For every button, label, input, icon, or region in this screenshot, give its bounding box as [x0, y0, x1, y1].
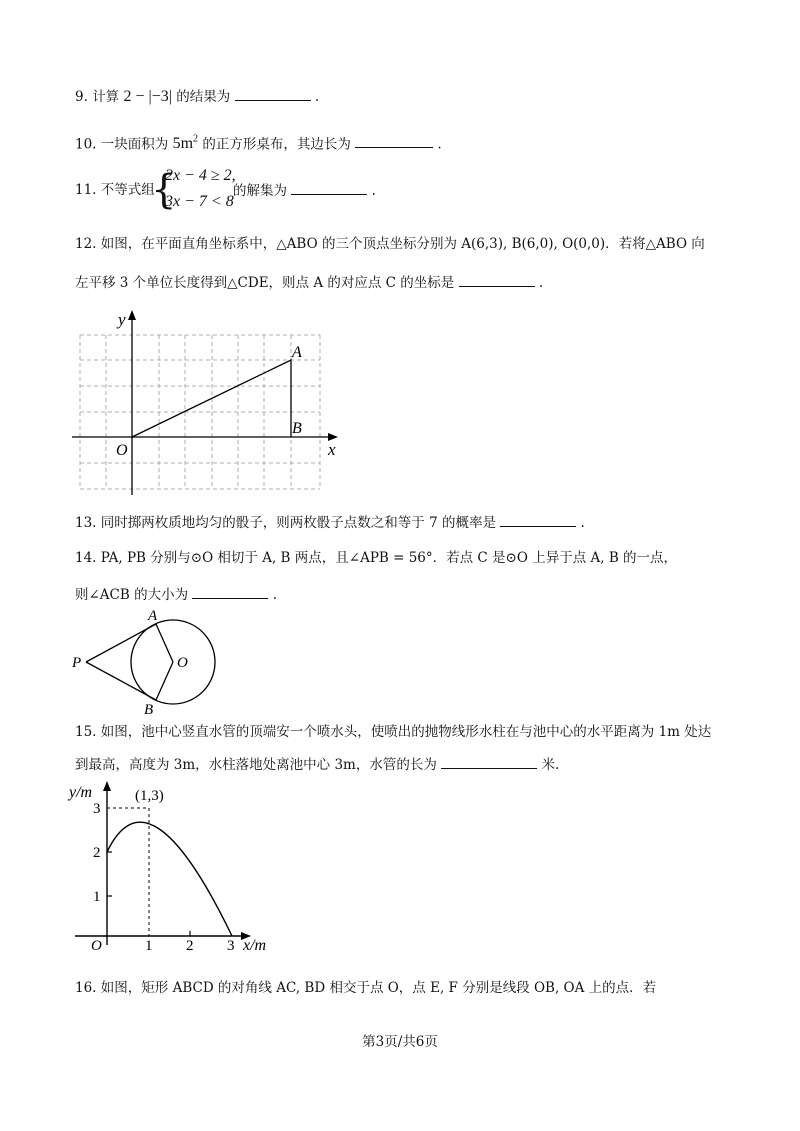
- fig15-ytick-2: 2: [93, 845, 101, 861]
- fig12-y-label: y: [118, 310, 126, 329]
- question-11: [75, 180, 155, 200]
- q13-number: 13.: [75, 515, 97, 531]
- q10-prefix: 一块面积为: [100, 136, 169, 153]
- q10-number: 10.: [75, 136, 97, 153]
- fig15-xtick-3: 3: [227, 938, 235, 954]
- fig12-point-a-label: A: [292, 344, 302, 361]
- fig15-peak-label: (1,3): [135, 788, 164, 804]
- fig14-point-b-label: B: [144, 702, 154, 718]
- q15-number: 15.: [75, 724, 97, 740]
- question-9: 9. 计算 2 − |−3| 的结果为 .: [75, 88, 320, 105]
- q14-line-1: PA, PB 分别与⊙O 相切于 A, B 两点，且∠APB = 56°．若点 C 是⊙O 上异于点 A, B 的一点，: [100, 550, 678, 566]
- q15-answer-blank[interactable]: [441, 754, 537, 769]
- q13-answer-blank[interactable]: [500, 512, 576, 527]
- fig15-xtick-2: 2: [186, 938, 194, 954]
- fig15-parabola-curve: [107, 822, 232, 936]
- fig15-y-label: y/m: [69, 784, 93, 801]
- q11-number: 11.: [75, 182, 97, 198]
- q16-number: 16.: [75, 980, 97, 996]
- q9-expression: 2 − |−3|: [123, 88, 172, 105]
- q15-line-1: 如图，池中心竖直水管的顶端安一个喷水头，使喷出的抛物线形水柱在与池中心的水平距离为 1m 处达: [100, 724, 712, 740]
- q11-suffix: 的解集为: [233, 183, 287, 199]
- q9-prefix: 计算: [92, 89, 120, 105]
- fig14-point-p-label: P: [72, 655, 82, 671]
- q13-text: 同时掷两枚质地均匀的骰子，则两枚骰子点数之和等于 7 的概率是: [100, 515, 496, 531]
- q15-line-2: 到最高，高度为 3m，水柱落地处离池中心 3m，水管的长为: [75, 757, 437, 773]
- fig14-point-a-label: A: [148, 608, 158, 624]
- fig15-ytick-1: 1: [93, 889, 101, 905]
- figure-14-tangent-circle: [70, 606, 230, 721]
- q9-answer-blank[interactable]: [235, 86, 311, 101]
- q16-text: 如图，矩形 ABCD 的对角线 AC, BD 相交于点 O，点 E, F 分别是线段 OB, OA 上的点．若: [100, 980, 657, 996]
- q11-prefix: 不等式组: [100, 182, 155, 198]
- question-13: 13. 同时掷两枚质地均匀的骰子，则两枚骰子点数之和等于 7 的概率是 .: [75, 512, 585, 533]
- q10-answer-blank[interactable]: [355, 133, 433, 148]
- q10-suffix: 的正方形桌布，其边长为: [202, 136, 351, 153]
- q10-area: $5m^2$: [172, 134, 199, 153]
- figure-12-coordinate-grid: [60, 305, 360, 505]
- question-10: 10. 一块面积为 $5m^2$ 的正方形桌布，其边长为 .: [75, 134, 442, 153]
- question-12: [75, 234, 705, 254]
- q14-number: 14.: [75, 550, 97, 566]
- fig12-point-b-label: B: [292, 420, 302, 437]
- question-15: [75, 722, 711, 742]
- fig15-origin-label: O: [91, 938, 102, 954]
- q14-answer-blank[interactable]: [192, 584, 268, 599]
- page-footer: 第3页/共6页: [362, 1034, 438, 1050]
- q11-system-brace: {: [151, 167, 177, 213]
- fig15-x-label: x/m: [243, 937, 267, 954]
- fig15-xtick-1: 1: [145, 938, 153, 954]
- fig12-x-label: x: [328, 440, 336, 459]
- figure-15-parabola: [65, 775, 295, 955]
- q12-line-2: 左平移 3 个单位长度得到△CDE，则点 A 的对应点 C 的坐标是: [75, 275, 455, 291]
- q11-answer-blank[interactable]: [291, 180, 367, 195]
- q11-inequality-2: 3x − 7 < 8: [165, 193, 234, 210]
- q12-line-1: 如图，在平面直角坐标系中，△ABO 的三个顶点坐标分别为 A(6,3), B(6,0), O(0,0)．若将△ABO 向: [100, 236, 705, 252]
- q12-answer-blank[interactable]: [459, 272, 535, 287]
- fig12-origin-label: O: [116, 442, 128, 459]
- q12-number: 12.: [75, 236, 97, 252]
- fig15-ytick-3: 3: [93, 801, 101, 817]
- q14-line-2: 则∠ACB 的大小为: [75, 587, 189, 603]
- fig12-triangle-abo: [132, 360, 291, 437]
- question-16: [75, 978, 656, 998]
- q11-inequality-1: 2x − 4 ≥ 2,: [165, 167, 236, 184]
- fig14-center-o-label: O: [177, 655, 188, 671]
- q9-number: 9.: [75, 89, 88, 105]
- q9-suffix: 的结果为: [176, 89, 231, 105]
- question-14: [75, 548, 677, 568]
